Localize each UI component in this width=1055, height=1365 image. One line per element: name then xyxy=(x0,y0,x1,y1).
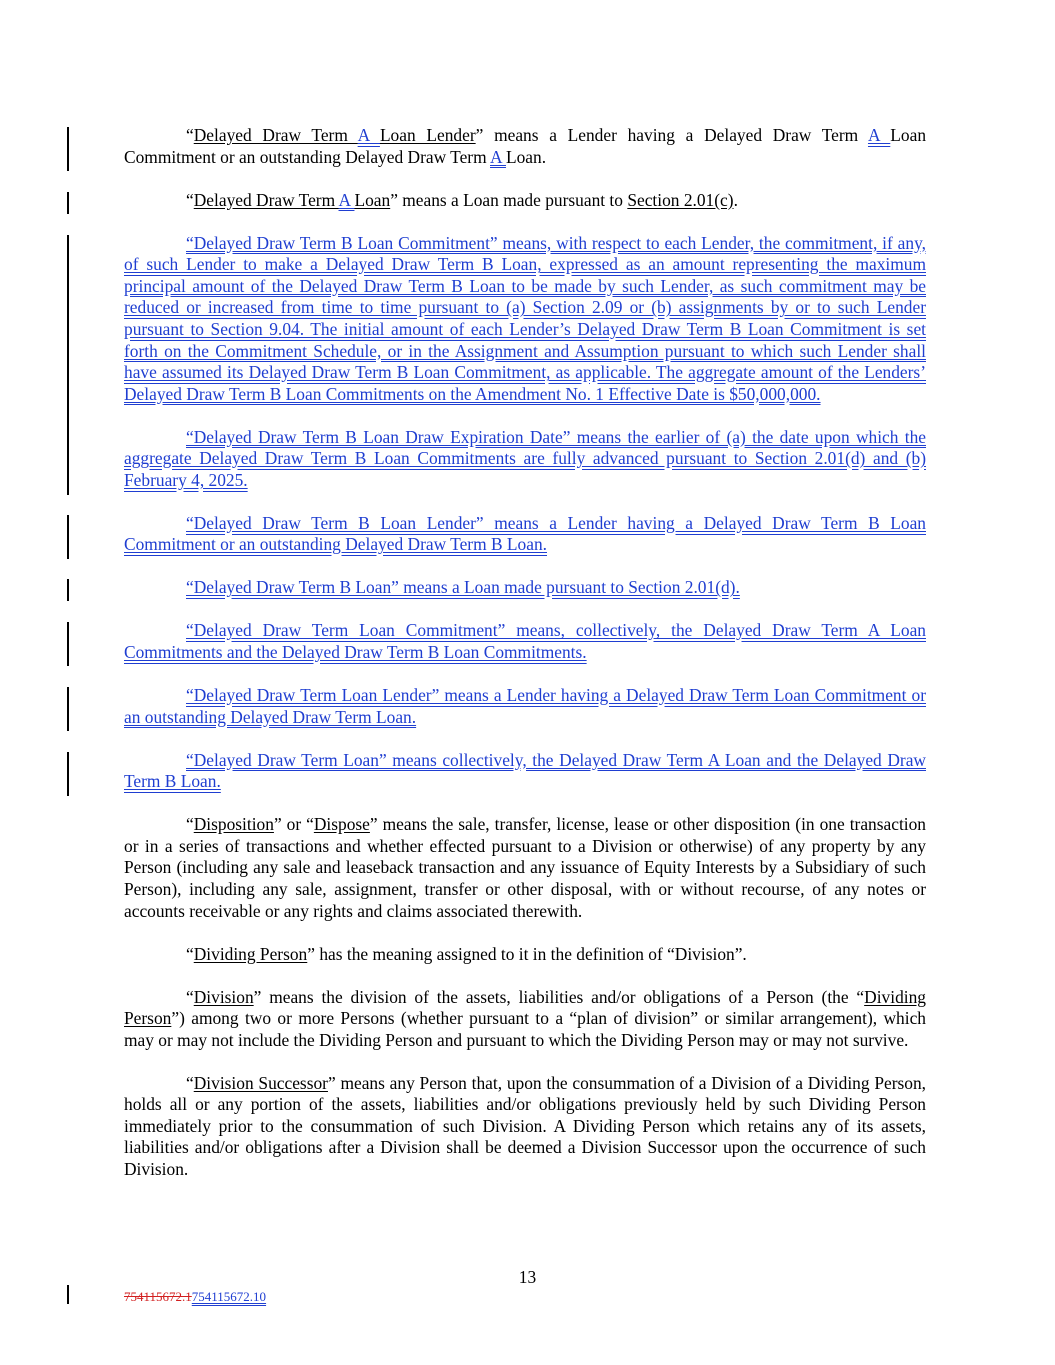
definition-ddtb-draw-expiration-date xyxy=(124,427,926,492)
definition-text: . xyxy=(733,189,738,210)
quote: “ xyxy=(186,814,194,835)
definition-dividing-person xyxy=(124,944,926,966)
change-bar xyxy=(67,515,69,559)
definition-ddt-loan-lender xyxy=(124,685,926,728)
change-bar xyxy=(67,687,69,731)
quote: “ xyxy=(186,189,194,210)
definition-text: “Delayed Draw Term B Loan” means a Loan made pursuant to Section 2.01(d). xyxy=(186,577,740,598)
definition-text: “Delayed Draw Term Loan Commitment” means, collectively, the Delayed Draw Term A Loan Commitments and the Delayed Draw Term B Loan Commitments. xyxy=(124,620,926,663)
defined-term: Dispose xyxy=(313,814,370,835)
definition-text: ” means a Lender having a Delayed Draw Term xyxy=(475,125,868,145)
change-bar xyxy=(67,579,69,601)
document-body xyxy=(124,125,926,1202)
definition-text: Loan Commitment or an outstanding Delayed Draw Term xyxy=(124,125,927,167)
definition-ddtb-loan-commitment xyxy=(124,233,926,406)
definition-ddtb-loan xyxy=(124,577,926,599)
definition-text: “Delayed Draw Term B Loan Draw Expiration Date” means the earlier of (a) the date upon which the aggregate Delayed Draw Term B Loan Commitments are fully advanced pursuant to Section 2.01(d) and (b) February 4, 2025. xyxy=(124,426,926,490)
definition-ddta-loan xyxy=(124,190,926,212)
change-bar xyxy=(67,429,69,495)
quote: ” or “ xyxy=(273,814,314,835)
inserted-doc-id: 754115672.10 xyxy=(191,1289,267,1304)
inserted-text: A xyxy=(490,146,506,167)
definition-ddt-loan xyxy=(124,750,926,793)
definition-text: ” means the sale, transfer, license, lease or other disposition (in one transaction or in a series of transactions and whether effected pursuant to a Division or otherwise) of any property by any Person (including any sale and leaseback transaction and any issuance of Equity Interests by a Subsidiary of such Person), including any sale, assignment, transfer or other disposal, with or without recourse, of any notes or accounts receivable or any rights and claims associated therewith. xyxy=(124,814,927,921)
quote: “ xyxy=(186,1072,194,1093)
section-reference: Section 2.01(c) xyxy=(627,189,734,210)
change-bar xyxy=(67,1285,69,1304)
page-number: 13 xyxy=(518,1267,537,1287)
change-bar xyxy=(67,127,69,171)
definition-text: “Delayed Draw Term Loan” means collectively, the Delayed Draw Term A Loan and the Delayed Draw Term B Loan. xyxy=(124,749,926,792)
change-bar xyxy=(67,192,69,214)
change-bar xyxy=(67,752,69,796)
definition-text: ” means the division of the assets, liabilities and/or obligations of a Person (the “ xyxy=(253,986,865,1007)
definition-ddta-loan-lender xyxy=(124,125,926,168)
definition-text: “Delayed Draw Term B Loan Commitment” means, with respect to each Lender, the commitment, if any, of such Lender to make a Delayed Draw Term B Loan, expressed as an amount representing the maximum principal amount of the Delayed Draw Term B Loan to be made by such Lender, as such commitment may be reduced or increased from time to time pursuant to (a) Section 2.09 or (b) assignments by or to such Lender pursuant to Section 9.04. The initial amount of each Lender’s Delayed Draw Term B Loan Commitment is set forth on the Commitment Schedule, or in the Assignment and Assumption pursuant to which such Lender shall have assumed its Delayed Draw Term B Loan Commitment, as applicable. The aggregate amount of the Lenders’ Delayed Draw Term B Loan Commitments on the Amendment No. 1 Effective Date is $50,000,000. xyxy=(124,232,926,404)
defined-term: Delayed Draw Term A Loan xyxy=(193,189,391,210)
definition-text: Loan. xyxy=(505,146,547,167)
defined-term: Delayed Draw Term A Loan Lender xyxy=(193,125,476,145)
defined-term: Dividing Person xyxy=(124,986,926,1029)
definition-text: ” means any Person that, upon the consummation of a Division of a Dividing Person, holds all or any portion of the assets, liabilities and/or obligations previously held by such Dividing Person immediately prior to the consummation of such Division. A Dividing Person which retains any of its assets, liabilities and/or obligations after a Division shall be deemed a Division Successor upon the occurrence of such Division. xyxy=(124,1072,927,1180)
definition-text: “Delayed Draw Term Loan Lender” means a Lender having a Delayed Draw Term Loan Commitment or an outstanding Delayed Draw Term Loan. xyxy=(124,685,926,727)
quote: “ xyxy=(186,986,194,1007)
change-bar xyxy=(67,622,69,666)
definition-disposition xyxy=(124,814,926,922)
definition-ddtb-loan-lender xyxy=(124,513,926,556)
definition-division-successor xyxy=(124,1073,926,1181)
quote: “ xyxy=(186,943,194,964)
definition-ddt-loan-commitment xyxy=(124,620,926,663)
quote: “ xyxy=(186,125,194,145)
definition-text: “Delayed Draw Term B Loan Lender” means a Lender having a Delayed Draw Term B Loan Commitment or an outstanding Delayed Draw Term B Loan. xyxy=(124,512,926,555)
definition-text: ” has the meaning assigned to it in the definition of “Division”. xyxy=(307,943,747,964)
defined-term: Division xyxy=(193,986,254,1007)
definition-text: ”) among two or more Persons (whether pursuant to a “plan of division” or similar arrangement), which may or may not include the Dividing Person and pursuant to which the Dividing Person may or may not survive. xyxy=(124,1008,926,1050)
defined-term: Dividing Person xyxy=(193,943,308,964)
definition-text: ” means a Loan made pursuant to xyxy=(390,189,628,210)
document-id-footer xyxy=(124,1289,266,1305)
inserted-text: A xyxy=(867,125,891,145)
deleted-doc-id: 754115672.1 xyxy=(124,1289,192,1304)
defined-term: Division Successor xyxy=(193,1072,328,1093)
definition-division xyxy=(124,987,926,1052)
defined-term: Disposition xyxy=(193,814,274,835)
change-bar xyxy=(67,235,69,431)
